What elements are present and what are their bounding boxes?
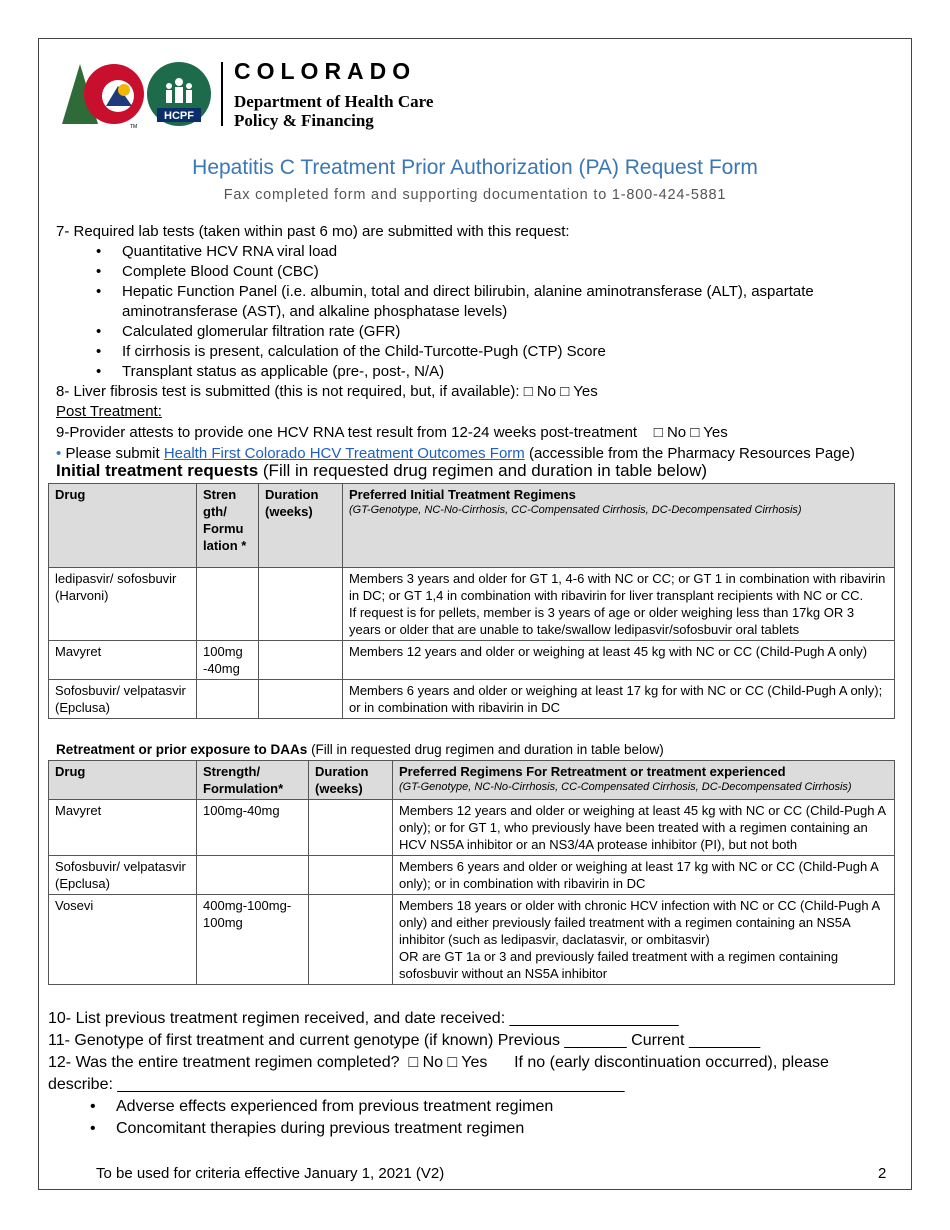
retreatment-table — [48, 760, 895, 985]
fax-instructions: Fax completed form and supporting documentation to 1-800-424-5881 — [223, 187, 727, 203]
svg-text:TM: TM — [130, 124, 138, 130]
column-header-strength: Strength/ Formulation* — [197, 761, 309, 800]
drug-cell: Mavyret — [49, 800, 197, 856]
strength-cell[interactable] — [197, 568, 259, 641]
retreatment-heading: Retreatment or prior exposure to DAAs (Fill in requested drug regimen and duration in table below) — [56, 742, 664, 757]
list-item: • If cirrhosis is present, calculation of the Child-Turcotte-Pugh (CTP) Score — [96, 342, 856, 362]
colorado-logo — [58, 58, 218, 130]
item-10-previous-regimen[interactable]: 10- List previous treatment regimen received, and date received: ___________________ — [48, 1010, 679, 1027]
table-header-row — [49, 761, 895, 800]
regimen-cell: Members 12 years and older or weighing at least 45 kg with NC or CC (Child-Pugh A only); or for GT 1, who previously have been treated with a regimen containing an HCV NS5A inhibitor or an NS3/4A protease inhibitor (PI), but not both — [393, 800, 895, 856]
column-header-duration: Duration (weeks) — [259, 484, 343, 568]
column-header-strength: Stren gth/ Formu lation * — [197, 484, 259, 568]
bullet-icon: • — [56, 445, 62, 462]
regimen-cell: Members 12 years and older or weighing at least 45 kg with NC or CC (Child-Pugh A only) — [343, 641, 895, 680]
duration-cell[interactable] — [309, 800, 393, 856]
regimen-cell: Members 3 years and older for GT 1, 4-6 with NC or CC; or GT 1 in combination with ribavirin in DC; or GT 1,4 in combination with ribavirin for liver transplant recipients with NC or CC. If request is for pellets, member is 3 years of age or older weighing less than 17kg OR 3 years or older that are unable to take/swallow ledipasvir/sofosbuvir oral tablets — [343, 568, 895, 641]
table-row — [49, 568, 895, 641]
list-item: • Concomitant therapies during previous treatment regimen — [90, 1118, 898, 1140]
colorado-c-mark — [62, 64, 144, 124]
drug-cell: Sofosbuvir/ velpatasvir (Epclusa) — [49, 856, 197, 895]
regimen-cell: Members 6 years and older or weighing at least 17 kg with NC or CC (Child-Pugh A only); or in combination with ribavirin in DC — [393, 856, 895, 895]
duration-cell[interactable] — [259, 641, 343, 680]
column-header-drug: Drug — [49, 761, 197, 800]
svg-text:HCPF: HCPF — [164, 110, 194, 122]
list-item: • Calculated glomerular filtration rate (GFR) — [96, 322, 856, 342]
column-header-duration: Duration (weeks) — [309, 761, 393, 800]
state-name: COLORADO — [234, 58, 417, 84]
column-header-drug: Drug — [49, 484, 197, 568]
list-item: • Adverse effects experienced from previous treatment regimen — [90, 1096, 898, 1118]
duration-cell[interactable] — [309, 856, 393, 895]
regimen-cell: Members 6 years and older or weighing at least 17 kg for with NC or CC (Child-Pugh A only); or in combination with ribavirin in DC — [343, 680, 895, 719]
form-title: Hepatitis C Treatment Prior Authorization (PA) Request Form — [192, 156, 758, 179]
drug-cell: Vosevi — [49, 895, 197, 985]
list-item: • Complete Blood Count (CBC) — [96, 262, 856, 282]
item-11-genotype[interactable]: 11- Genotype of first treatment and current genotype (if known) Previous _______ Current ________ — [48, 1032, 761, 1049]
post-treatment-heading: Post Treatment: — [56, 403, 162, 420]
initial-treatment-heading: Initial treatment requests (Fill in requested drug regimen and duration in table below) — [56, 461, 708, 480]
strength-cell[interactable] — [197, 680, 259, 719]
table-row — [49, 680, 895, 719]
page-number: 2 — [878, 1165, 887, 1182]
table-row — [49, 641, 895, 680]
prior-treatment-section — [48, 1008, 898, 1140]
column-header-regimens: Preferred Regimens For Retreatment or treatment experienced (GT-Genotype, NC-No-Cirrhosis, CC-Compensated Cirrhosis, DC-Decompensated Cirrhosis) — [393, 761, 895, 800]
table-header-row — [49, 484, 895, 568]
lab-tests-section — [56, 222, 906, 464]
table-row — [49, 856, 895, 895]
item-9-attestation[interactable]: 9-Provider attests to provide one HCV RNA test result from 12-24 weeks post-treatment □ No □ Yes — [56, 424, 728, 441]
duration-cell[interactable] — [259, 568, 343, 641]
list-item: • Hepatic Function Panel (i.e. albumin, total and direct bilirubin, alanine aminotransferase (ALT), aspartate aminotransferase (AST), and alkaline phosphatase levels) — [96, 282, 856, 322]
item-8-fibrosis[interactable]: 8- Liver fibrosis test is submitted (this is not required, but, if available): □ No □ Yes — [56, 383, 598, 400]
department-name: Department of Health Care Policy & Financing — [234, 92, 434, 130]
strength-cell[interactable]: 100mg-40mg — [197, 800, 309, 856]
strength-cell[interactable]: 400mg-100mg-100mg — [197, 895, 309, 985]
column-header-regimens: Preferred Initial Treatment Regimens (GT-Genotype, NC-No-Cirrhosis, CC-Compensated Cirrhosis, DC-Decompensated Cirrhosis) — [343, 484, 895, 568]
duration-cell[interactable] — [259, 680, 343, 719]
submit-note: • Please submit Health First Colorado HCV Treatment Outcomes Form (accessible from the Pharmacy Resources Page) — [56, 445, 855, 462]
drug-cell: Mavyret — [49, 641, 197, 680]
duration-cell[interactable] — [309, 895, 393, 985]
drug-cell: Sofosbuvir/ velpatasvir (Epclusa) — [49, 680, 197, 719]
strength-cell[interactable] — [197, 856, 309, 895]
table-row — [49, 800, 895, 856]
outcomes-form-link[interactable]: Health First Colorado HCV Treatment Outcomes Form — [163, 445, 525, 462]
list-item: • Quantitative HCV RNA viral load — [96, 242, 856, 262]
lab-tests-list — [96, 242, 856, 382]
initial-treatment-table — [48, 483, 895, 719]
hcpf-badge — [147, 62, 211, 126]
item-12-list — [90, 1096, 898, 1140]
drug-cell: ledipasvir/ sofosbuvir (Harvoni) — [49, 568, 197, 641]
item-7-text: 7- Required lab tests (taken within past 6 mo) are submitted with this request: — [56, 223, 570, 240]
item-12-completed[interactable]: 12- Was the entire treatment regimen completed? □ No □ Yes If no (early discontinuation occurred), please describe: _________________________________________________________ — [48, 1054, 829, 1093]
regimen-cell: Members 18 years or older with chronic HCV infection with NC or CC (Child-Pugh A only) and either previously failed treatment with a regimen containing an NS5A inhibitor (such as ledipasvir, daclatasvir, or ombitasvir) OR are GT 1a or 3 and previously failed treatment with a regimen containing sofosbuvir without an NS5A inhibitor — [393, 895, 895, 985]
footer-effective-date: To be used for criteria effective January 1, 2021 (V2) — [96, 1165, 445, 1182]
logo-divider — [221, 62, 223, 126]
strength-cell[interactable]: 100mg -40mg — [197, 641, 259, 680]
list-item: • Transplant status as applicable (pre-, post-, N/A) — [96, 362, 856, 382]
table-row — [49, 895, 895, 985]
